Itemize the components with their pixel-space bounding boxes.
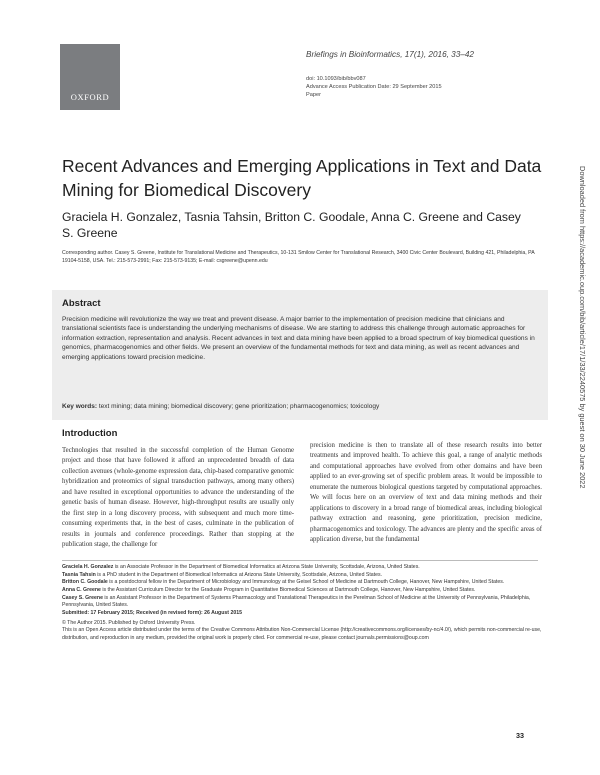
journal-citation: Briefings in Bioinformatics, 17(1), 2016, 33–42 xyxy=(306,50,474,59)
license-notice: This is an Open Access article distributed under the terms of the Creative Commons Attribution Non-Commercial License (http://creativecommons.org/licenses/by-nc/4.0/), which permits non-commercial re-use, distribution, and reproduction in any medium, provided the original work is properly cited. For commercial re-use, please contact journals.permissions@oup.com xyxy=(62,627,542,641)
bio-text: is a postdoctoral fellow in the Department of Microbiology and Immunology at the Geisel School of Medicine at Dartmouth College, Hanover, New Hampshire, United States. xyxy=(107,579,505,586)
page-number: 33 xyxy=(516,731,524,740)
bio-text: is a PhD student in the Department of Biomedical Informatics at Arizona State University, Scottsdale, Arizona, United States. xyxy=(95,571,383,578)
bio-gonzalez xyxy=(62,564,542,572)
introduction-heading: Introduction xyxy=(62,428,118,439)
advance-access-date: Advance Access Publication Date: 29 September 2015 xyxy=(306,84,442,90)
submission-dates: Submitted: 17 February 2015; Received (in revised form): 26 August 2015 xyxy=(62,609,242,616)
bio-tahsin xyxy=(62,572,542,580)
logo-text: OXFORD xyxy=(70,92,110,102)
introduction-left-column: Technologies that resulted in the successful completion of the Human Genome project and those that have followed it afford an unprecedented breadth of data collection avenues (whole-genome expression data, chip-based comparative genomic hybridization and proteomics of signal transduction pathways, among many others) and have resulted in exceptional opportunities to advance the understanding of the genetic basis of human disease. However, high-throughput results are usually only the first step in a long discovery process, with subsequent and much more time-consuming experiments that, in the best of cases, culminate in the publication of results in journals and conference proceedings. Rather than stopping at the publication stage, the challenge for xyxy=(62,447,294,549)
bio-name: Britton C. Goodale xyxy=(62,579,108,586)
bio-name: Casey S. Greene xyxy=(62,594,103,601)
keywords-label: Key words: xyxy=(62,403,98,410)
publisher-logo xyxy=(60,44,120,110)
bio-casey-greene xyxy=(62,595,542,610)
footnote-divider xyxy=(62,560,538,561)
corresponding-author: Corresponding author. Casey S. Greene, Institute for Translational Medicine and Therapeutics, 10-131 Smilow Center for Translational Research, 3400 Civic Center Boulevard, Building 421, Philadelphia, PA 19104-5158, USA. Tel.: 215-573-2991; Fax: 215-573-9135; E-mail: csgreene@upenn.edu xyxy=(62,250,535,264)
article-doi[interactable]: doi: 10.1093/bib/bbv087 xyxy=(306,76,366,82)
article-title: Recent Advances and Emerging Applications in Text and Data Mining for Biomedical Discovery xyxy=(62,156,542,200)
abstract-heading: Abstract xyxy=(62,298,101,309)
bio-goodale xyxy=(62,579,542,587)
copyright-notice: © The Author 2015. Published by Oxford University Press. xyxy=(62,619,196,626)
download-note: Downloaded from https://academic.oup.com/bib/article/17/1/33/2240575 by guest on 30 June 2022 xyxy=(578,166,587,489)
bio-anna-greene xyxy=(62,587,542,595)
keywords-list: text mining; data mining; biomedical discovery; gene prioritization; pharmacogenomics; toxicology xyxy=(98,403,380,410)
bio-text: is an Associate Professor in the Department of Biomedical Informatics at Arizona State University, Scottsdale, Arizona, United States. xyxy=(113,564,420,570)
author-list: Graciela H. Gonzalez, Tasnia Tahsin, Britton C. Goodale, Anna C. Greene and Casey S. Greene xyxy=(62,210,521,240)
bio-text: is the Assistant Curriculum Director for the Graduate Program in Quantitative Biomedical Sciences at Dartmouth College, Hanover, New Hampshire, United States. xyxy=(100,586,476,593)
bio-name: Tasnia Tahsin xyxy=(62,571,96,578)
bio-name: Anna C. Greene xyxy=(62,586,101,593)
journal-header xyxy=(306,50,546,99)
author-bios xyxy=(62,564,542,643)
bio-name: Graciela H. Gonzalez xyxy=(62,564,114,570)
article-type: Paper xyxy=(306,92,321,98)
abstract-box xyxy=(52,290,548,420)
abstract-text: Precision medicine will revolutionize the way we treat and prevent disease. A major barrier to the implementation of precision medicine that clinicians and translational scientists face is understanding the underlying mechanisms of disease. We are starting to address this challenge through automatic approaches for information extraction, representation and analysis. Recent advances in text and data mining have been applied to a broad spectrum of key biomedical questions in genomics, pharmacogenomics and other fields. We present an overview of the fundamental methods for text and data mining, as well as recent advances and emerging applications toward precision medicine. xyxy=(62,316,535,361)
bio-text: is an Assistant Professor in the Department of Systems Pharmacology and Translational Therapeutics in the Perelman School of Medicine at the University of Pennsylvania, Philadelphia, Pennsylvania, United States. xyxy=(62,594,531,609)
keywords xyxy=(62,403,538,410)
introduction-right-column: precision medicine is then to translate all of these research results into better treatments and improved health. To achieve this goal, a range of analytic methods and computational approaches have evolved from other domains and have been applied to an ever-growing set of specific problem areas. It would be impossible to enumerate the numerous biological questions targeted by computational approaches. We will focus here on an overview of text and data mining methods and their applications to discovery in a broad range of biomedical areas, including biological pathway extraction and reasoning, gene prioritization, precision medicine, pharmacogenomics and toxicology. The advances are plenty and the specific areas of application diverse, but the fundamental xyxy=(310,442,542,544)
